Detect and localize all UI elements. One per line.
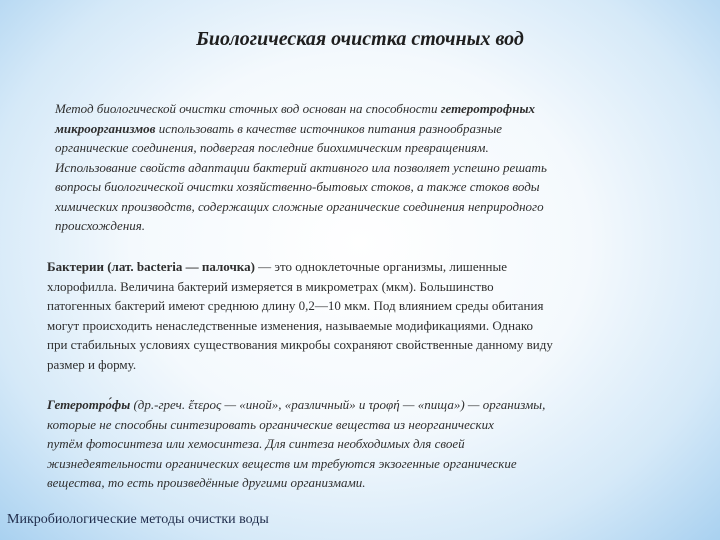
text-run: Метод биологической очистки сточных вод основан на способности [55, 101, 441, 116]
text-line: Использование свойств адаптации бактерий активного ила позволяет успешно решать [55, 159, 547, 175]
bold-term: гетеротрофных [440, 101, 535, 116]
text-line: хлорофилла. Величина бактерий измеряется в микрометрах (мкм). Большинство [47, 278, 494, 294]
text-line: путём фотосинтеза или хемосинтеза. Для синтеза необходимых для своей [47, 436, 465, 451]
text-line: органические соединения, подвергая последние биохимическим превращениям. [55, 140, 489, 155]
bold-term: Гетеротро́фы [47, 397, 131, 412]
footer-caption: Микробиологические методы очистки воды [7, 512, 269, 527]
bold-term: микроорганизмов [55, 120, 156, 136]
text-line: происхождения. [55, 218, 146, 233]
paragraph-bacteria [47, 257, 672, 374]
text-line: при стабильных условиях существования микробы сохраняют свойственные данному виду [47, 337, 553, 352]
text-line [47, 257, 672, 277]
text-run: использовать в качестве источников питания разнообразные [155, 120, 503, 136]
text-line [55, 99, 667, 119]
text-run: (др.-греч. ἕτερος — «иной», «различный» и τροφή — «пища») — организмы, [130, 397, 546, 412]
text-line: размер и форму. [47, 356, 137, 372]
text-run: — это одноклеточные организмы, лишенные [254, 259, 508, 274]
text-line [55, 119, 667, 139]
text-line: могут происходить ненаследственные изменения, называемые модификациями. Однако [47, 317, 534, 333]
paragraph-method [55, 99, 667, 236]
text-line: вопросы биологической очистки хозяйственно-бытовых стоков, а также стоков воды [55, 179, 540, 194]
paragraph-heterotrophs [47, 395, 677, 493]
text-line: химических производств, содержащих сложные органические соединения неприродного [55, 198, 544, 214]
text-line: вещества, то есть произведённые другими организмами. [47, 475, 366, 490]
text-line [47, 395, 677, 415]
page-title: Биологическая очистка сточных вод [196, 28, 524, 50]
text-line: жизнедеятельности органических веществ им требуются экзогенные органические [47, 455, 517, 471]
bold-term: Бактерии (лат. bacteria — палочка) [47, 259, 255, 274]
text-line: которые не способны синтезировать органические вещества из неорганических [47, 416, 494, 432]
text-line: патогенных бактерий имеют среднюю длину 0,2—10 мкм. Под влиянием среды обитания [47, 298, 544, 313]
